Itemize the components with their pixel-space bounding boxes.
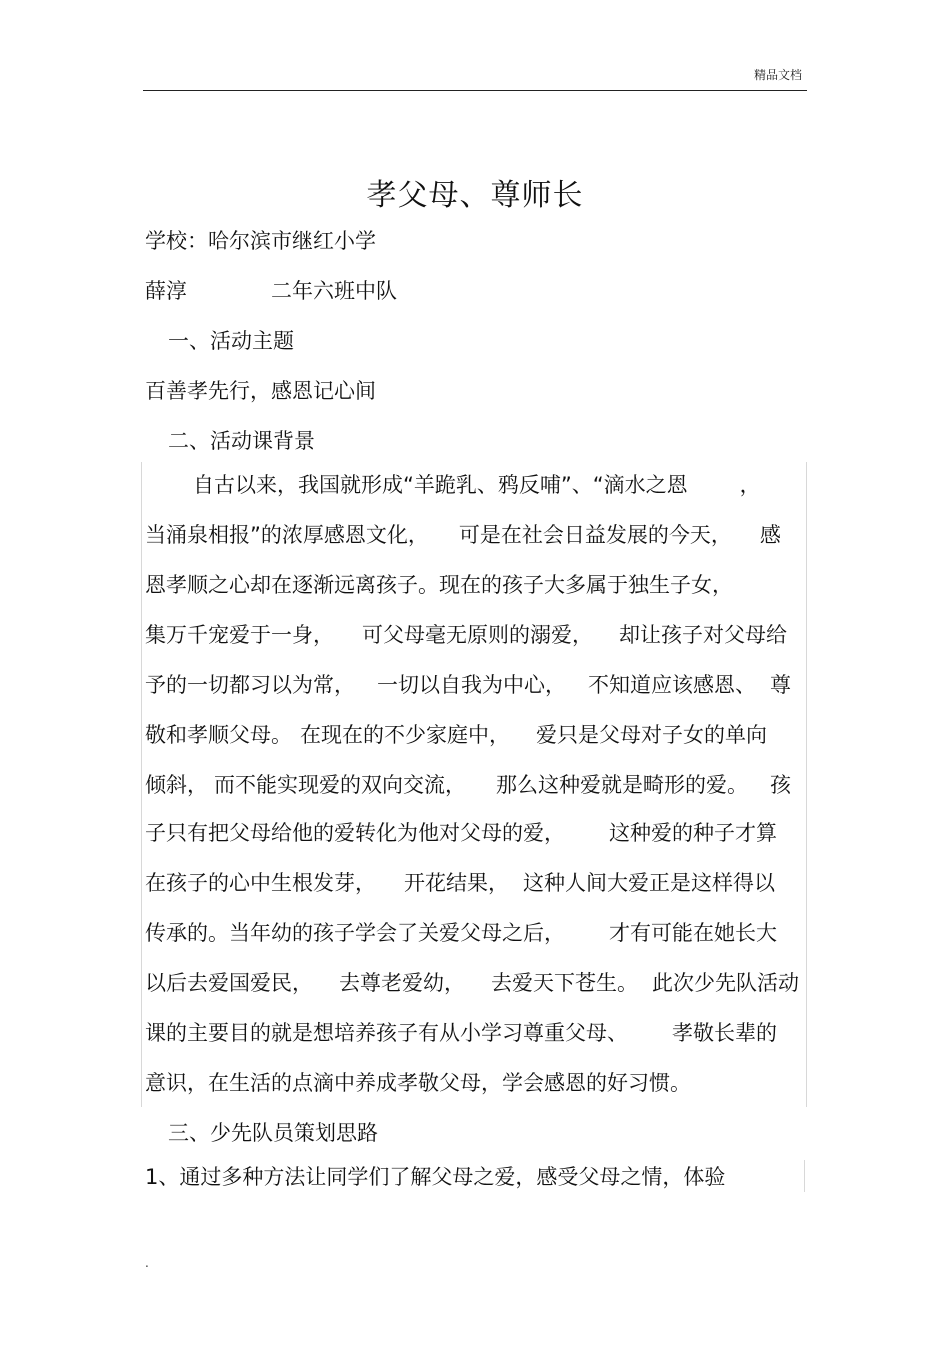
background-line: [145, 670, 791, 700]
background-segment: 课的主要目的就是想培养孩子有从小学习尊重父母、: [145, 1021, 628, 1045]
background-line: [145, 570, 733, 600]
background-line: [145, 1068, 691, 1098]
background-segment: 却让孩子对父母给: [619, 623, 787, 647]
background-segment: 予的一切都习以为常，: [145, 673, 355, 697]
background-line: [145, 770, 791, 800]
background-segment: 以后去爱国爱民，: [145, 971, 313, 995]
paragraph-border-right: [804, 1160, 805, 1192]
background-segment: 不知道应该感恩、: [588, 673, 756, 697]
footer-mark: .: [145, 1256, 149, 1270]
school-line: 学校：哈尔滨市继红小学: [145, 229, 376, 253]
background-segment: 意识，在生活的点滴中养成孝敬父母，学会感恩的好习惯。: [145, 1071, 691, 1095]
background-segment: 传承的。当年幼的孩子学会了关爱父母之后，: [145, 921, 565, 945]
background-segment: 恩孝顺之心却在逐渐远离孩子。现在的孩子大多属于独生子女，: [145, 573, 733, 597]
background-segment: 子只有把父母给他的爱转化为他对父母的爱，: [145, 821, 565, 845]
background-line: [145, 1018, 777, 1048]
background-segment: 那么这种爱就是畸形的爱。: [496, 773, 748, 797]
background-line: [145, 720, 767, 750]
background-segment: 可是在社会日益发展的今天，: [458, 523, 732, 547]
background-segment: 这种爱的种子才算: [609, 821, 777, 845]
paragraph-border-left: [141, 462, 142, 1107]
background-line: [145, 968, 799, 998]
background-segment: 在孩子的心中生根发芽，: [145, 871, 376, 895]
background-line: [145, 818, 777, 848]
background-segment: 孝敬长辈的: [672, 1021, 777, 1045]
background-segment: 此次少先队活动: [652, 971, 799, 995]
background-segment: 一切以自我为中心，: [377, 673, 566, 697]
section1-heading: 一、活动主题: [168, 329, 294, 353]
background-line: [145, 620, 787, 650]
background-segment: 在现在的不少家庭中，: [300, 723, 510, 747]
background-segment: 而不能实现爱的双向交流，: [214, 773, 466, 797]
background-segment: 倾斜，: [145, 773, 208, 797]
paragraph-border-right: [806, 462, 807, 1107]
background-segment: 可父母毫无原则的溺爱，: [362, 623, 593, 647]
header-label: 精品文档: [753, 68, 802, 82]
section3-heading: 三、少先队员策划思路: [168, 1121, 378, 1145]
background-segment: 当涌泉相报”的浓厚感恩文化，: [145, 523, 429, 547]
background-segment: 这种人间大爱正是这样得以: [523, 871, 775, 895]
background-segment: 敬和孝顺父母。: [145, 723, 292, 747]
background-segment: 才有可能在她长大: [609, 921, 777, 945]
background-segment: 感: [759, 523, 781, 547]
document-title: 孝父母、尊师长: [366, 178, 584, 213]
header-rule: [143, 90, 807, 91]
background-segment: 爱只是父母对子女的单向: [536, 723, 767, 747]
background-line: [145, 868, 775, 898]
background-segment: 自古以来，我国就形成“羊跪乳、鸦反哺”、“滴水之恩: [193, 473, 688, 497]
background-segment: 孩: [770, 773, 791, 797]
background-segment: ，: [739, 473, 761, 497]
section1-text: 百善孝先行，感恩记心间: [145, 379, 376, 403]
background-line: [145, 918, 777, 948]
section2-heading: 二、活动课背景: [168, 429, 315, 453]
background-segment: 去爱天下苍生。: [491, 971, 638, 995]
background-line: [145, 520, 781, 550]
background-segment: 开花结果，: [404, 871, 509, 895]
author-name: 薛淳: [145, 279, 187, 303]
background-line: [193, 470, 761, 500]
author-line: [145, 276, 397, 306]
section3-item: 1、通过多种方法让同学们了解父母之爱，感受父母之情，体验: [145, 1165, 726, 1189]
background-segment: 去尊老爱幼，: [339, 971, 465, 995]
class-unit: 二年六班中队: [271, 279, 397, 303]
background-segment: 集万千宠爱于一身，: [145, 623, 334, 647]
background-segment: 尊: [770, 673, 791, 697]
